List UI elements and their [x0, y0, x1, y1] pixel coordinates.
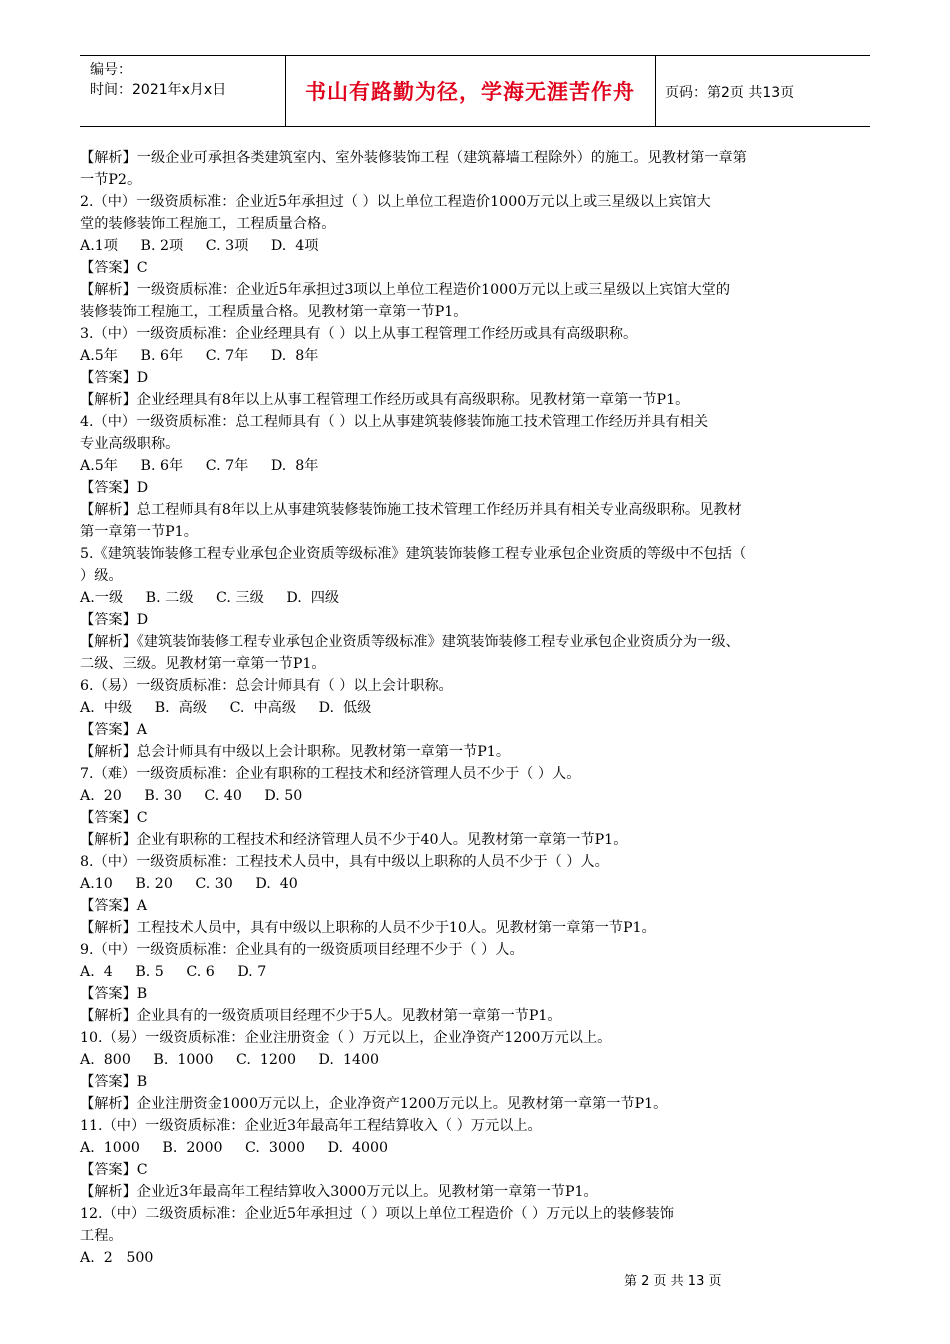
- answer-options: A. 中级 B. 高级 C. 中高级 D. 低级: [80, 700, 372, 716]
- text-line: 【答案】C: [80, 260, 148, 276]
- page-header: [80, 55, 870, 127]
- text-line: 【解析】企业注册资金1000万元以上，企业净资产1200万元以上。见教材第一章第一节P1。: [80, 1096, 668, 1112]
- text-line: 【答案】C: [80, 1162, 148, 1178]
- text-line: 2.（中）一级资质标准：企业近5年承担过（ ）以上单位工程造价1000万元以上或三星级以上宾馆大: [80, 194, 711, 210]
- text-line: 堂的装修装饰工程施工，工程质量合格。: [80, 216, 336, 232]
- answer-options: A. 4 B. 5 C. 6 D. 7: [80, 964, 267, 980]
- header-page-info: 页码：第2页 共13页: [665, 85, 795, 101]
- text-line: 【答案】A: [80, 722, 147, 738]
- document-body: [80, 147, 870, 1269]
- text-line: 【解析】企业具有的一级资质项目经理不少于5人。见教材第一章第一节P1。: [80, 1008, 562, 1024]
- text-line: 9.（中）一级资质标准：企业具有的一级资质项目经理不少于（ ）人。: [80, 942, 524, 958]
- answer-options: A.5年 B. 6年 C. 7年 D. 8年: [80, 348, 319, 364]
- text-line: 第一章第一节P1。: [80, 524, 198, 540]
- text-line: 工程。: [80, 1228, 123, 1244]
- answer-options: A. 20 B. 30 C. 40 D. 50: [80, 788, 303, 804]
- text-line: 【答案】D: [80, 480, 149, 496]
- answer-options: A.10 B. 20 C. 30 D. 40: [80, 876, 298, 892]
- text-line: 11.（中）一级资质标准：企业近3年最高年工程结算收入（ ）万元以上。: [80, 1118, 542, 1134]
- text-line: 【解析】总会计师具有中级以上会计职称。见教材第一章第一节P1。: [80, 744, 511, 760]
- text-line: 【解析】企业有职称的工程技术和经济管理人员不少于40人。见教材第一章第一节P1。: [80, 832, 628, 848]
- text-line: 5.《建筑装饰装修工程专业承包企业资质等级标准》建筑装饰装修工程专业承包企业资质的等级中不包括（: [80, 546, 747, 562]
- text-line: 【答案】B: [80, 1074, 148, 1090]
- text-line: 6.（易）一级资质标准：总会计师具有（ ）以上会计职称。: [80, 678, 453, 694]
- text-line: 12.（中）二级资质标准：企业近5年承担过（ ）项以上单位工程造价（ ）万元以上的装修装饰: [80, 1206, 674, 1222]
- text-line: 【解析】一级资质标准：企业近5年承担过3项以上单位工程造价1000万元以上或三星级以上宾馆大堂的: [80, 282, 731, 298]
- text-line: 【解析】一级企业可承担各类建筑室内、室外装修装饰工程（建筑幕墙工程除外）的施工。见教材第一章第: [80, 150, 747, 166]
- header-divider: [655, 56, 656, 126]
- text-line: 【答案】D: [80, 612, 149, 628]
- text-line: 装修装饰工程施工，工程质量合格。见教材第一章第一节P1。: [80, 304, 468, 320]
- answer-options: A.1项 B. 2项 C. 3项 D. 4项: [80, 238, 319, 254]
- text-line: 8.（中）一级资质标准：工程技术人员中，具有中级以上职称的人员不少于（ ）人。: [80, 854, 609, 870]
- text-line: 【答案】A: [80, 898, 147, 914]
- answer-options: A. 2 500: [80, 1250, 154, 1266]
- answer-options: A.一级 B. 二级 C. 三级 D. 四级: [80, 590, 340, 606]
- page-footer: 第 2 页 共 13 页: [624, 1274, 722, 1289]
- text-line: 【解析】工程技术人员中，具有中级以上职称的人员不少于10人。见教材第一章第一节P1。: [80, 920, 656, 936]
- text-line: 一节P2。: [80, 172, 142, 188]
- text-line: 【解析】《建筑装饰装修工程专业承包企业资质等级标准》建筑装饰装修工程专业承包企业资质分为一级、: [80, 634, 740, 650]
- header-motto: 书山有路勤为径，学海无涯苦作舟: [305, 80, 635, 104]
- text-line: 7.（难）一级资质标准：企业有职称的工程技术和经济管理人员不少于（ ）人。: [80, 766, 581, 782]
- text-line: ）级。: [80, 568, 123, 584]
- text-line: 【解析】企业近3年最高年工程结算收入3000万元以上。见教材第一章第一节P1。: [80, 1184, 598, 1200]
- text-line: 4.（中）一级资质标准：总工程师具有（ ）以上从事建筑装修装饰施工技术管理工作经历并具有相关: [80, 414, 709, 430]
- text-line: 【答案】B: [80, 986, 148, 1002]
- header-meta: [90, 60, 226, 100]
- number-label: 编号：: [90, 62, 132, 78]
- text-line: 【答案】C: [80, 810, 148, 826]
- text-line: 二级、三级。见教材第一章第一节P1。: [80, 656, 326, 672]
- text-line: 【解析】总工程师具有8年以上从事建筑装修装饰施工技术管理工作经历并具有相关专业高级职称。见教材: [80, 502, 742, 518]
- text-line: 3.（中）一级资质标准：企业经理具有（ ）以上从事工程管理工作经历或具有高级职称。: [80, 326, 638, 342]
- time-label: 时间：2021年x月x日: [90, 82, 227, 98]
- text-line: 10.（易）一级资质标准：企业注册资金（ ）万元以上，企业净资产1200万元以上。: [80, 1030, 612, 1046]
- text-line: 【解析】企业经理具有8年以上从事工程管理工作经历或具有高级职称。见教材第一章第一节P1。: [80, 392, 690, 408]
- answer-options: A.5年 B. 6年 C. 7年 D. 8年: [80, 458, 319, 474]
- answer-options: A. 800 B. 1000 C. 1200 D. 1400: [80, 1052, 380, 1068]
- text-line: 专业高级职称。: [80, 436, 180, 452]
- text-line: 【答案】D: [80, 370, 149, 386]
- answer-options: A. 1000 B. 2000 C. 3000 D. 4000: [80, 1140, 389, 1156]
